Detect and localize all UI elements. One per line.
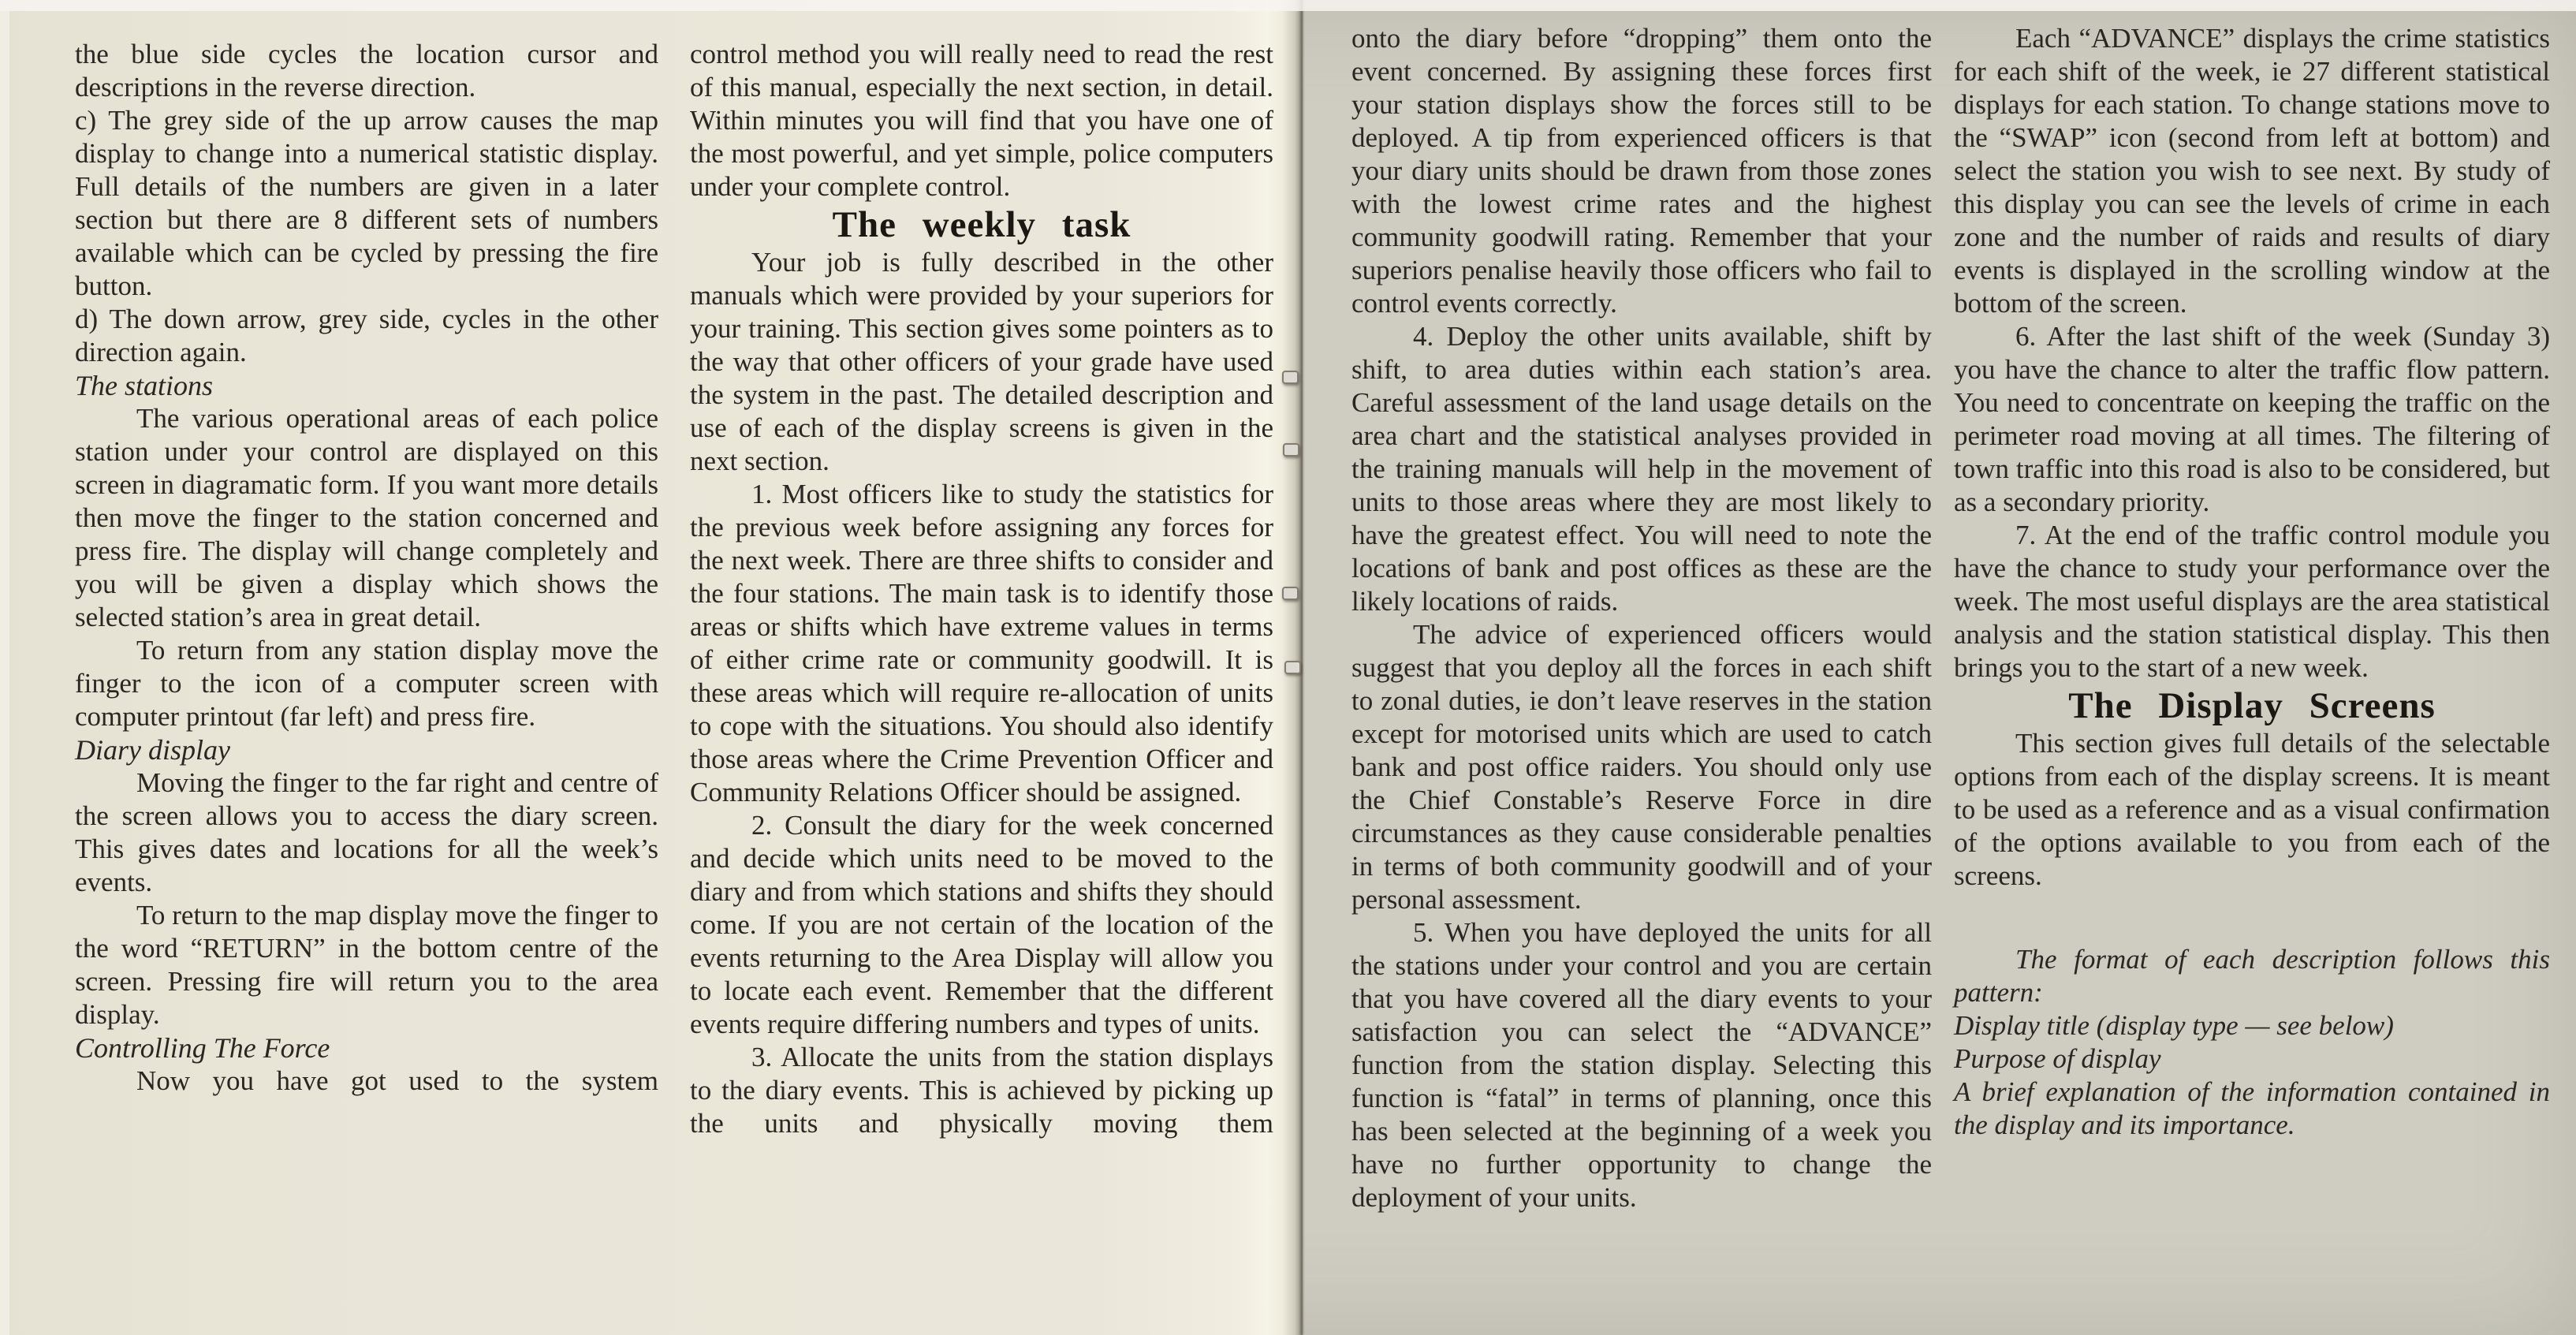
paragraph: d) The down arrow, grey side, cycles in the other direction again. bbox=[75, 304, 658, 367]
paragraph: 3. Allocate the units from the station displays to the diary events. This is achieved by picking up the units and physically moving them bbox=[690, 1042, 1273, 1139]
staple-icon bbox=[1282, 587, 1299, 600]
paragraph: Display title (display type — see below) bbox=[1954, 1010, 2394, 1041]
paragraph: the blue side cycles the location cursor and descriptions in the reverse direction. bbox=[75, 39, 658, 103]
heading-the-stations: The stations bbox=[75, 370, 214, 401]
heading-diary-display: Diary display bbox=[75, 734, 230, 766]
paragraph: 7. At the end of the traffic control module you have the chance to study your performance over the week. The most useful displays are the area statistical analysis and the station statistical display. This then brings you to the start of a new week. bbox=[1954, 520, 2550, 683]
staple-icon bbox=[1283, 443, 1299, 457]
paragraph: 4. Deploy the other units available, shift by shift, to area duties within each station’s area. Careful assessment of the land usage details on the area chart and the statistical analyses provided in the training manuals will help in the movement of units to those areas where they are most likely to have the greatest effect. You will need to note the locations of bank and post offices as these are the likely locations of raids. bbox=[1351, 321, 1932, 617]
paragraph: Purpose of display bbox=[1954, 1043, 2161, 1074]
paragraph: c) The grey side of the up arrow causes the map display to change into a numerical statistic display. Full details of the numbers are given in a later section but there are 8 different sets of numbers available which can be cycled by pressing the fire button. bbox=[75, 105, 658, 301]
staple-icon bbox=[1284, 661, 1301, 674]
column-4 bbox=[1954, 22, 2550, 1142]
paragraph: The format of each description follows this pattern: bbox=[1954, 944, 2550, 1008]
heading-the-weekly-task: The weekly task bbox=[832, 204, 1131, 245]
heading-the-display-screens: The Display Screens bbox=[2068, 685, 2436, 726]
paragraph: Each “ADVANCE” displays the crime statistics for each shift of the week, ie 27 different statistical displays for each station. To change stations move to the “SWAP” icon (second from left at bottom) and select the station you wish to see next. By study of this display you can see the levels of crime in each zone and the number of raids and results of diary events is displayed in the scrolling window at the bottom of the screen. bbox=[1954, 23, 2550, 319]
paragraph: A brief explanation of the information contained in the display and its importance. bbox=[1954, 1076, 2550, 1140]
paragraph: Your job is fully described in the other manuals which were provided by your superiors for your training. This section gives some pointers as to the way that other officers of your grade have used the system in the past. The detailed description and use of each of the display screens is given in the next section. bbox=[690, 247, 1273, 476]
heading-controlling-the-force: Controlling The Force bbox=[75, 1032, 330, 1064]
paragraph: To return to the map display move the finger to the word “RETURN” in the bottom centre of the screen. Pressing fire will return you to the area display. bbox=[75, 900, 658, 1030]
paragraph: The advice of experienced officers would suggest that you deploy all the forces in each shift to zonal duties, ie don’t leave reserves in the station except for motorised units which are used to catch bank and post office raiders. You should only use the Chief Constable’s Reserve Force in dire circumstances as they cause considerable penalties in terms of both community goodwill and of your personal assessment. bbox=[1351, 619, 1932, 915]
paragraph: 2. Consult the diary for the week concerned and decide which units need to be moved to the diary and from which stations and shifts they should come. If you are not certain of the location of the events returning to the Area Display will allow you to locate each event. Remember that the different events require differing numbers and types of units. bbox=[690, 810, 1273, 1039]
paragraph: 6. After the last shift of the week (Sunday 3) you have the chance to alter the traffic flow pattern. You need to concentrate on keeping the traffic on the perimeter road moving at all times. The filtering of town traffic into this road is also to be considered, but as a secondary priority. bbox=[1954, 321, 2550, 517]
scan-edge-top bbox=[0, 0, 2576, 11]
page-right bbox=[1303, 0, 2576, 1335]
column-2 bbox=[690, 38, 1273, 1140]
paragraph: 5. When you have deployed the units for all the stations under your control and you are certain that you have covered all the diary events to your satisfaction you can select the “ADVANCE” function from the station display. Selecting this function is “fatal” in terms of planning, once this has been selected at the beginning of a week you have no further opportunity to change the deployment of your units. bbox=[1351, 917, 1932, 1213]
paragraph: The various operational areas of each police station under your control are displayed on this screen in diagramatic form. If you want more details then move the finger to the station concerned and press fire. The display will change completely and you will be given a display which shows the selected station’s area in great detail. bbox=[75, 403, 658, 632]
paragraph: 1. Most officers like to study the statistics for the previous week before assigning any forces for the next week. There are three shifts to consider and the four stations. The main task is to identify those areas or shifts which have extreme values in terms of either crime rate or community goodwill. It is these areas which will require re-allocation of units to cope with the situations. You should also identify those areas where the Crime Prevention Officer and Community Relations Officer should be assigned. bbox=[690, 479, 1273, 807]
paragraph: To return from any station display move the finger to the icon of a computer screen with computer printout (far left) and press fire. bbox=[75, 635, 658, 732]
paragraph: Now you have got used to the system bbox=[136, 1065, 658, 1096]
column-1 bbox=[75, 38, 658, 1098]
paragraph: onto the diary before “dropping” them onto the event concerned. By assigning these forces first your station displays show the forces still to be deployed. A tip from experienced officers is that your diary units should be drawn from those zones with the lowest crime rates and the highest community goodwill rating. Remember that your superiors penalise heavily those officers who fail to control events correctly. bbox=[1351, 23, 1932, 319]
staple-icon bbox=[1282, 371, 1299, 384]
paragraph: control method you will really need to read the rest of this manual, especially the next section, in detail. Within minutes you will find that you have one of the most powerful, and yet simple, police computers under your complete control. bbox=[690, 39, 1273, 202]
scan-edge-left bbox=[0, 0, 9, 1335]
paragraph: Moving the finger to the far right and centre of the screen allows you to access the diary screen. This gives dates and locations for all the week’s events. bbox=[75, 767, 658, 897]
column-3 bbox=[1351, 22, 1932, 1214]
paragraph: This section gives full details of the selectable options from each of the display screens. It is meant to be used as a reference and as a visual confirmation of the options available to you from each of the screens. bbox=[1954, 728, 2550, 891]
